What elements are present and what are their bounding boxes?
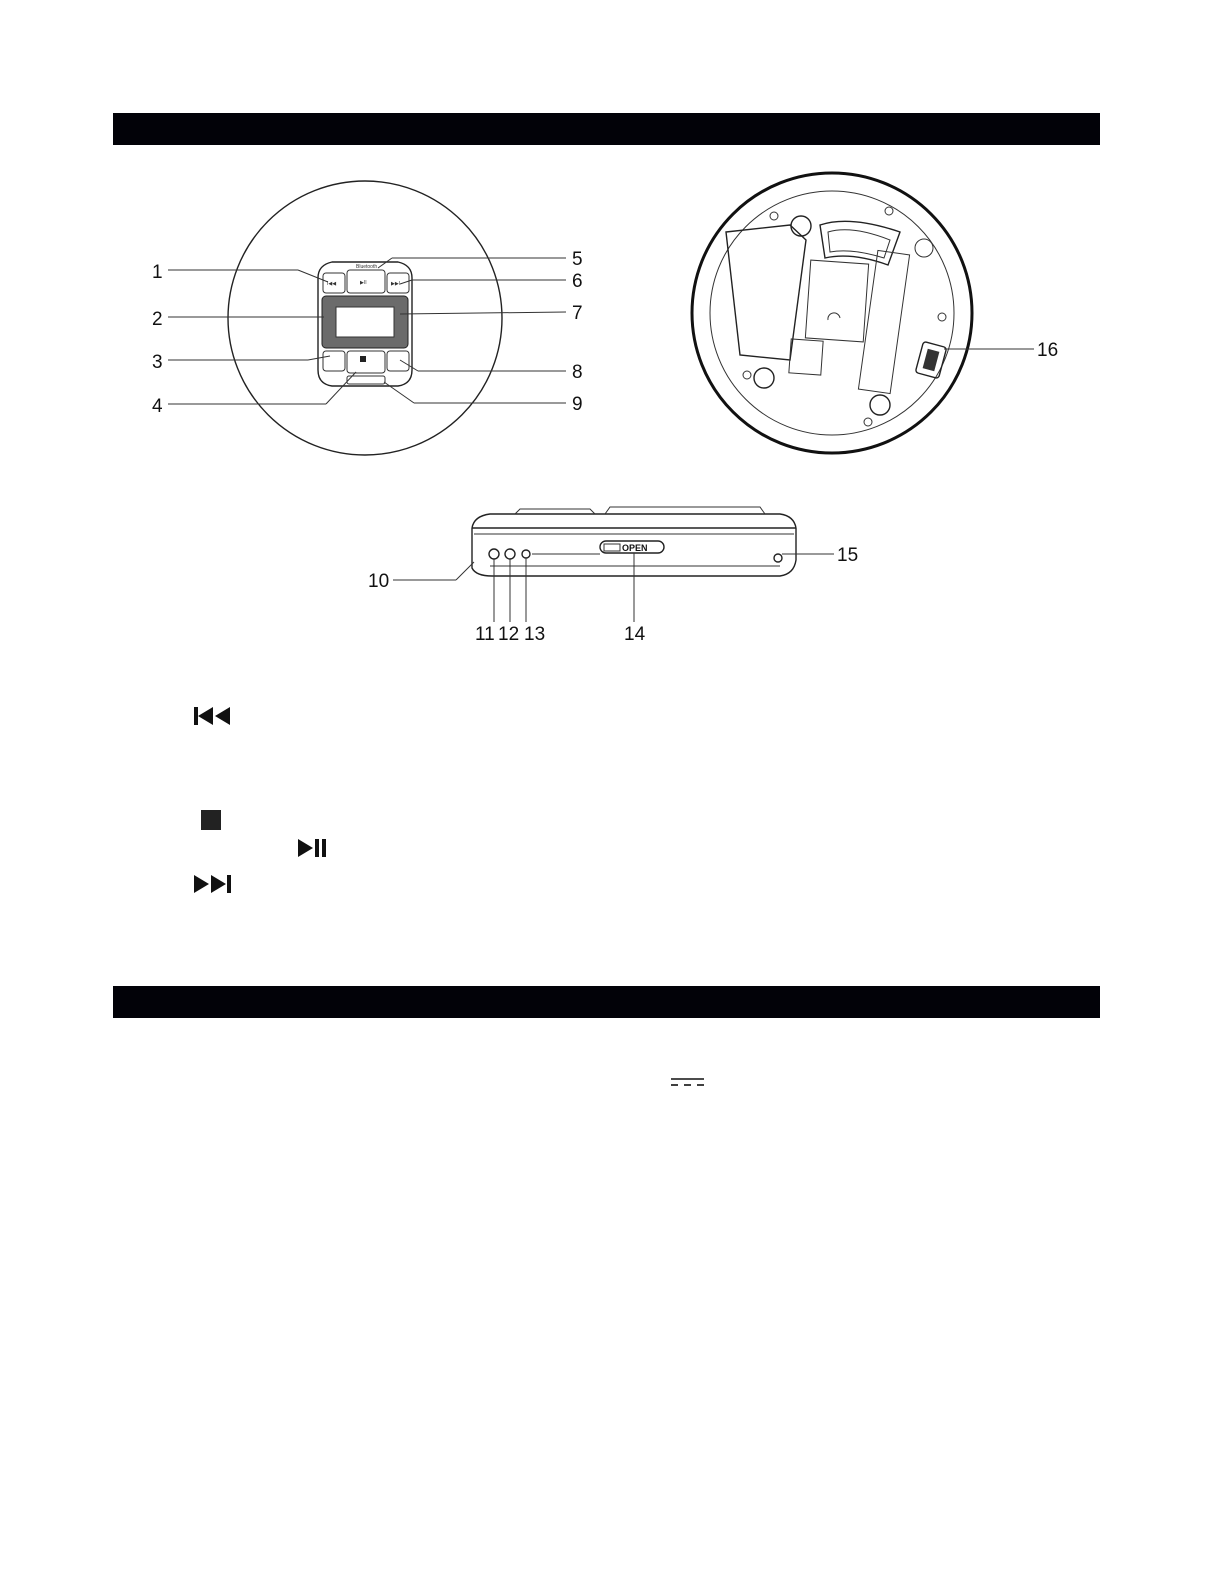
callout-1: 1: [152, 262, 163, 283]
skip-previous-icon: [194, 707, 230, 725]
front-view: [168, 181, 566, 455]
callout-16: 16: [1037, 340, 1059, 361]
callout-14: 14: [624, 624, 646, 645]
callout-9: 9: [572, 394, 583, 415]
svg-text:▶II: ▶II: [360, 280, 367, 286]
callout-2: 2: [152, 309, 163, 330]
skip-next-icon: [194, 875, 231, 893]
play-pause-icon: [298, 839, 326, 857]
callout-8: 8: [572, 362, 583, 383]
callout-13: 13: [524, 624, 546, 645]
callout-11: 11: [475, 624, 495, 645]
callout-12: 12: [498, 624, 520, 645]
callout-10: 10: [368, 571, 390, 592]
open-label: OPEN: [622, 543, 648, 553]
side-view: [393, 507, 834, 622]
bluetooth-label: Bluetooth: [356, 264, 378, 270]
svg-text:I◀◀: I◀◀: [327, 281, 337, 287]
direct-current-icon: [671, 1079, 704, 1085]
callout-15: 15: [837, 545, 859, 566]
stop-icon: [201, 810, 221, 830]
callout-6: 6: [572, 271, 583, 292]
back-view: [692, 173, 1034, 453]
svg-text:▶▶I: ▶▶I: [391, 281, 401, 287]
callout-3: 3: [152, 352, 163, 373]
callout-4: 4: [152, 396, 163, 417]
callout-7: 7: [572, 303, 583, 324]
callout-5: 5: [572, 249, 583, 270]
